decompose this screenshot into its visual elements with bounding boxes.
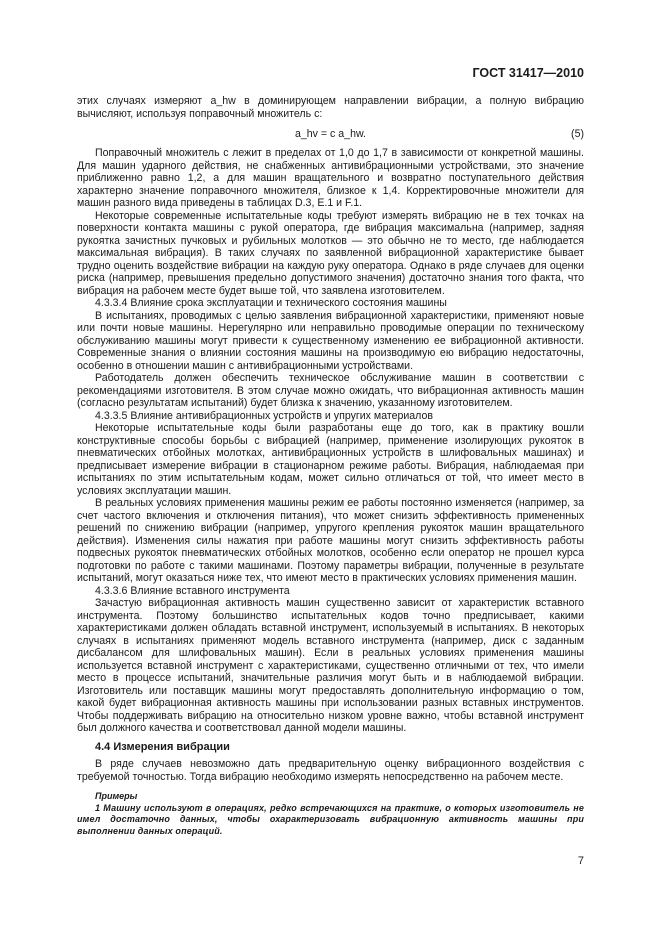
section-4-3-3-5-paragraph: В реальных условиях применения машины режим ее работы постоянно изменяется (например, за счет частого включения и отключения питания), что может снизить эффективность примененных решений по снижению вибрации (например, упругого крепления рукояток машин вращательного действия). Изменения силы нажатия при работе машины могут снизить эффективность работы подвесных рукояток пневматических отбойных молотков, особенно если оператор не прошел курса подготовки по работе с такими машинами. Поэтому параметры вибрации, полученные в результате испытаний, могут оказаться ниже тех, что имеют место в практических условиях применения машин. — [77, 497, 584, 584]
formula-expression: a_hv = c a_hw. — [295, 128, 366, 140]
formula-5 — [77, 123, 584, 145]
section-4-3-3-4-paragraph: Работодатель должен обеспечить техническое обслуживание машин в соответствии с рекомендациями изготовителя. В этом случае можно ожидать, что вибрационная активность машин (согласно результатам испытаний) будет близка к значению, указанному изготовителем. — [77, 372, 584, 409]
section-4-3-3-4-paragraph: В испытаниях, проводимых с целью заявления вибрационной характеристики, применяют новые или почти новые машины. Нерегулярно или неправильно проводимые операции по техническому обслуживанию машины могут привести к существенному изменению ее вибрационной активности. Современные знания о влиянии состояния машины на производимую ею вибрацию недостаточны, особенно в отношении машин с антивибрационными устройствами. — [77, 309, 584, 372]
page-number: 7 — [577, 855, 584, 867]
section-4-4-title: 4.4 Измерения вибрации — [95, 740, 230, 753]
page-content — [77, 95, 584, 837]
section-4-3-3-5-paragraph: Некоторые испытательные коды были разработаны еще до того, как в практику вошли конструктивные способы борьбы с вибрацией (например, применение изолирующих рукояток в пневматических отбойных молотках, антивибрационных устройств в шлифовальных машинах) и предписывает измерение вибрации в стационарном режиме работы. Вибрация, наблюдаемая при испытаниях по этим испытательным кодам, может сильно отличаться от той, что имеет место в условиях эксплуатации машин. — [77, 422, 584, 497]
section-4-3-3-5-title: 4.3.3.5 Влияние антивибрационных устройств и упругих материалов — [95, 409, 434, 422]
paragraph-test-codes: Некоторые современные испытательные коды требуют измерять вибрацию не в тех точках на поверхности контакта машины с рукой оператора, где вибрация максимальна (например, задняя рукоятка зачистных пучковых и рубильных молотков — это обычно не то место, где наблюдается максимальная вибрация). В таких случаях по заявленной вибрационной характеристике бывает трудно оценить воздействие вибрации на каждую руку оператора. Однако в ряде случаев для оценки риска (например, превышения предельно допустимого значения) достаточно знания того факта, что вибрация на рабочем месте будет выше той, что заявлена изготовителем. — [77, 209, 584, 297]
section-4-3-3-6-title: 4.3.3.6 Влияние вставного инструмента — [95, 584, 290, 597]
paragraph-correction-factor: Поправочный множитель c лежит в пределах от 1,0 до 1,7 в зависимости от конкретной машины. Для машин ударного действия, не снабженных антивибрационными устройствами, это значение приближенно равно 1,2, а для машин вращательного и возвратно поступательного действия характерно значение поправочного множителя, близкое к 1,4. Корректировочные множители для машин разного вида приведены в таблицах D.3, E.1 и F.1. — [77, 147, 584, 209]
section-4-3-3-4-title: 4.3.3.4 Влияние срока эксплуатации и технического состояния машины — [95, 297, 447, 309]
section-4-4-paragraph: В ряде случаев невозможно дать предварительную оценку вибрационного воздействия с требуемой точностью. Тогда вибрацию необходимо измерять непосредственно на рабочем месте. — [77, 758, 584, 783]
section-4-3-3-6-paragraph: Зачастую вибрационная активность машин существенно зависит от характеристик вставного инструмента. Поэтому большинство испытательных кодов точно предписывает, какими характеристиками должен обладать вставной инструмент, используемый в испытаниях. В некоторых случаях в испытаниях применяют модель вставного инструмента (например, диск с заданным дисбалансом для шлифовальных машин). Если в реальных условиях применения машины используется вставной инструмент с характеристиками, существенно отличными от тех, что имели место в процессе испытаний, значительные различия могут быть и в наблюдаемой вибрации. Изготовитель или поставщик машины могут предоставлять дополнительную информацию о том, какой будет вибрационная активность машины при использовании разных вставных инструментов. Чтобы поддерживать вибрацию на относительно низком уровне важно, чтобы вставной инструмент был должного качества и соответствовал данной модели машины. — [77, 597, 584, 734]
standard-header: ГОСТ 31417—2010 — [472, 66, 584, 80]
formula-number: (5) — [571, 128, 584, 140]
example-1: 1 Машину используют в операциях, редко встречающихся на практике, о которых изготовитель не имел достаточно данных, чтобы охарактеризовать вибрационную активность машины при выполнении данных операций. — [77, 802, 584, 836]
examples-heading: Примеры — [95, 791, 138, 801]
intro-paragraph: этих случаях измеряют a_hw в доминирующем направлении вибрации, а полную вибрацию вычисляют, используя поправочный множитель c: — [77, 95, 584, 120]
